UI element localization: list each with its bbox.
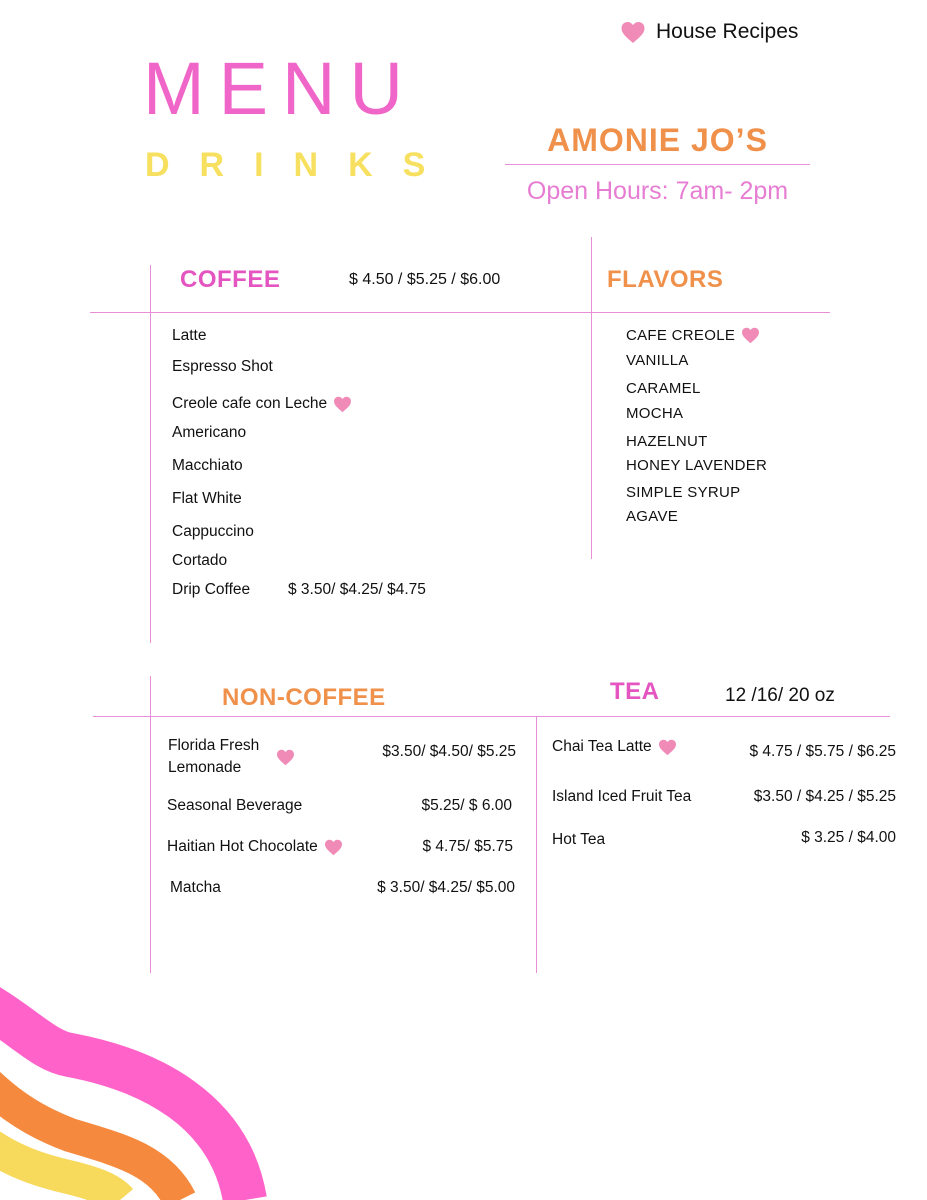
flavor-name: HAZELNUT bbox=[626, 433, 708, 450]
tea-item-chai-tea-latte bbox=[552, 738, 677, 756]
chai-tea-latte-price: $ 4.75 / $5.75 / $6.25 bbox=[749, 743, 896, 760]
non-coffee-header-rule bbox=[93, 716, 890, 717]
heart-icon bbox=[620, 21, 646, 44]
item-name: Chai Tea Latte bbox=[552, 738, 652, 755]
item-name: Drip Coffee bbox=[172, 581, 251, 598]
item-name: Haitian Hot Chocolate bbox=[167, 838, 318, 855]
tea-heading: TEA bbox=[610, 678, 660, 705]
coffee-heading: COFFEE bbox=[180, 266, 281, 293]
item-name: Creole cafe con Leche bbox=[172, 395, 328, 412]
coffee-item-latte bbox=[172, 327, 206, 345]
flavor-name: HONEY LAVENDER bbox=[626, 457, 768, 474]
item-name: Matcha bbox=[170, 879, 221, 896]
coffee-left-rule bbox=[150, 265, 151, 643]
flavor-item-agave bbox=[626, 508, 678, 525]
flavor-name: VANILLA bbox=[626, 352, 689, 369]
coffee-price: $ 4.50 / $5.25 / $6.00 bbox=[349, 271, 501, 288]
tea-item-island-iced-fruit-tea bbox=[552, 788, 691, 806]
heart-icon bbox=[276, 749, 295, 766]
flavors-heading: FLAVORS bbox=[607, 266, 724, 293]
item-name: Island Iced Fruit Tea bbox=[552, 788, 692, 805]
seasonal-beverage-price: $5.25/ $ 6.00 bbox=[421, 797, 512, 814]
flavors-divider-rule bbox=[591, 237, 592, 559]
item-name: Cortado bbox=[172, 552, 228, 569]
non-coffee-item-matcha bbox=[170, 879, 221, 897]
coffee-item-americano bbox=[172, 424, 246, 442]
flavor-name: MOCHA bbox=[626, 405, 684, 422]
decorative-waves bbox=[0, 960, 280, 1200]
tea-divider-rule bbox=[536, 716, 537, 973]
drip-coffee-price: $ 3.50/ $4.25/ $4.75 bbox=[288, 581, 426, 598]
item-name-line2: Lemonade bbox=[168, 759, 242, 776]
item-name: Espresso Shot bbox=[172, 358, 273, 375]
item-name: Flat White bbox=[172, 490, 242, 507]
house-recipes-legend bbox=[620, 20, 798, 44]
flavor-name: SIMPLE SYRUP bbox=[626, 484, 741, 501]
brand-name: AMONIE JO’S bbox=[547, 122, 768, 158]
flavor-item-vanilla bbox=[626, 352, 689, 369]
non-coffee-heading: NON-COFFEE bbox=[222, 684, 386, 711]
flavor-name: AGAVE bbox=[626, 508, 679, 525]
heart-icon bbox=[658, 739, 677, 756]
heart-icon bbox=[741, 327, 760, 344]
tea-sizes: 12 /16/ 20 oz bbox=[725, 685, 835, 706]
coffee-item-cappuccino bbox=[172, 523, 254, 541]
hot-tea-price: $ 3.25 / $4.00 bbox=[801, 829, 896, 846]
non-coffee-item-seasonal-beverage bbox=[167, 797, 302, 815]
haitian-hot-chocolate-price: $ 4.75/ $5.75 bbox=[422, 838, 513, 855]
item-name: Americano bbox=[172, 424, 247, 441]
coffee-item-drip-coffee bbox=[172, 581, 250, 599]
coffee-header-rule bbox=[90, 312, 830, 313]
drinks-subtitle: DRINKS bbox=[145, 146, 456, 184]
heart-icon bbox=[333, 396, 352, 413]
flavor-item-hazelnut bbox=[626, 433, 708, 450]
flavor-item-caramel bbox=[626, 380, 701, 397]
matcha-price: $ 3.50/ $4.25/ $5.00 bbox=[377, 879, 515, 896]
item-name: Macchiato bbox=[172, 457, 243, 474]
open-hours: Open Hours: 7am- 2pm bbox=[526, 177, 789, 205]
item-name: Seasonal Beverage bbox=[167, 797, 303, 814]
flavor-item-cafe-creole bbox=[626, 327, 760, 344]
lemonade-price: $3.50/ $4.50/ $5.25 bbox=[382, 743, 516, 760]
coffee-item-flat-white bbox=[172, 490, 242, 508]
menu-title: MENU bbox=[143, 47, 417, 130]
coffee-item-creole-cafe-con-leche bbox=[172, 395, 352, 413]
flavor-name: CAFE CREOLE bbox=[626, 327, 736, 344]
island-iced-fruit-tea-price: $3.50 / $4.25 / $5.25 bbox=[753, 788, 896, 805]
heart-icon bbox=[324, 839, 343, 856]
coffee-item-cortado bbox=[172, 552, 227, 570]
coffee-item-macchiato bbox=[172, 457, 243, 475]
brand-divider bbox=[505, 164, 810, 165]
tea-item-hot-tea bbox=[552, 831, 605, 849]
flavor-item-honey-lavender bbox=[626, 457, 767, 474]
non-coffee-item-haitian-hot-chocolate bbox=[167, 838, 343, 856]
coffee-item-espresso-shot bbox=[172, 358, 273, 376]
item-name: Hot Tea bbox=[552, 831, 606, 848]
item-name: Latte bbox=[172, 327, 207, 344]
flavor-name: CARAMEL bbox=[626, 380, 701, 397]
flavor-item-simple-syrup bbox=[626, 484, 740, 501]
flavor-item-mocha bbox=[626, 405, 683, 422]
non-coffee-left-rule bbox=[150, 676, 151, 973]
legend-label: House Recipes bbox=[656, 20, 799, 43]
item-name-line1: Florida Fresh bbox=[168, 737, 260, 754]
non-coffee-item-florida-fresh-lemonade bbox=[168, 735, 259, 779]
item-name: Cappuccino bbox=[172, 523, 254, 540]
